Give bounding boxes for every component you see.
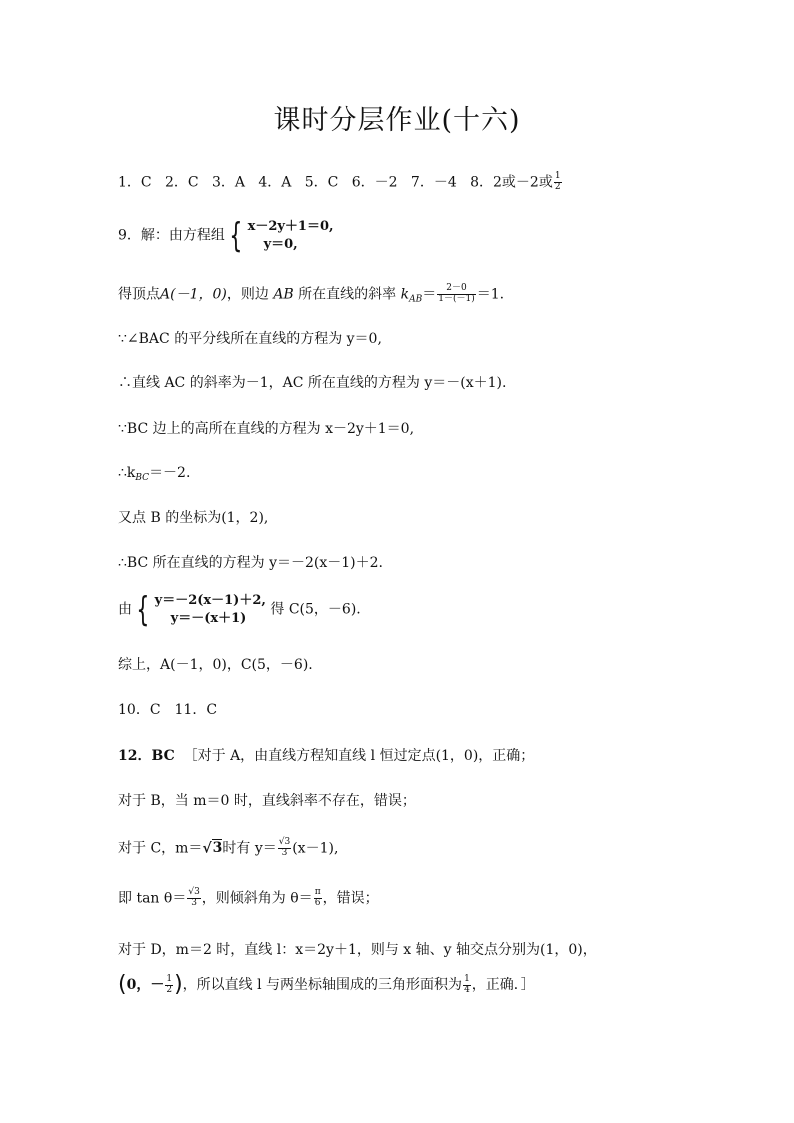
q9-line-5: $\therefore k_{BC}=-2$. bbox=[118, 465, 191, 483]
answer-8: 8．2或－2或 bbox=[470, 174, 553, 191]
q12-line-3: 对于 C，m＝√3时有 y＝ $\frac{√3}{3}$ (x－1), bbox=[118, 837, 339, 858]
q12-line-6: (0，－ $\frac{1}{2}$ )，所以直线 l 与两坐标轴围成的三角形面积为 $\frac{1}{4}$ ，正确．］ bbox=[118, 972, 535, 997]
sqrt-3: √3 bbox=[202, 840, 223, 857]
answer-1: 1．C bbox=[118, 174, 152, 191]
answer-3: 3．A bbox=[211, 174, 245, 191]
answer-7: 7．－4 bbox=[410, 174, 457, 191]
q9-line-6: 又点 B 的坐标为(1，2), bbox=[118, 510, 269, 526]
q12-line-5: 对于 D，m＝2 时，直线 l：x＝2y＋1，则与 x 轴、y 轴交点分别为(1，0)， bbox=[118, 942, 597, 958]
q9-line-2: ∵∠BAC 的平分线所在直线的方程为 y＝0, bbox=[118, 331, 382, 347]
q9-line-4: ∵BC 边上的高所在直线的方程为 x－2y＋1＝0, bbox=[118, 421, 415, 437]
answer-6: 6．－2 bbox=[351, 174, 398, 191]
q12-line-1: 12．BC ［对于 A，由直线方程知直线 l 恒过定点(1，0)，正确； bbox=[118, 748, 535, 764]
q12-line-4: 即 tan θ＝ $\frac{√3}{3}$ ，则倾斜角为 θ＝ $\frac{\pi}{6}$ ，错误； bbox=[118, 887, 379, 908]
q9-line-8: 由 { y＝－2(x－1)＋2, y＝－(x＋1) 得 C(5，－6). bbox=[118, 589, 361, 630]
q9-eq1: x－2y＋1＝0, bbox=[247, 219, 334, 234]
answer-5: 5．C bbox=[304, 174, 339, 191]
q9-line-9: 综上，A(－1，0)，C(5，－6). bbox=[118, 657, 313, 673]
q9-line-3: ∴直线 AC 的斜率为－1，AC 所在直线的方程为 y＝－(x＋1). bbox=[118, 375, 507, 391]
q9-header bbox=[118, 215, 334, 256]
answer-8-fraction: $\frac{1}{2}$ bbox=[554, 171, 561, 192]
page-title: 课时分层作业(十六) bbox=[273, 105, 521, 136]
q12-head: 12．BC bbox=[118, 748, 175, 764]
q12-line-2: 对于 B，当 m＝0 时，直线斜率不存在，错误； bbox=[118, 793, 416, 809]
q9-label: 9．解：由方程组 bbox=[118, 227, 225, 244]
answers-1-8 bbox=[118, 172, 563, 193]
q9-system-2: { y＝－2(x－1)＋2, y＝－(x＋1) bbox=[136, 589, 266, 630]
q9-line-7: ∴BC 所在直线的方程为 y＝－2(x－1)＋2. bbox=[118, 555, 383, 571]
q9-system: { x－2y＋1＝0, y＝0, bbox=[229, 215, 334, 256]
q9-line-1: 得顶点A(－1，0)，则边 AB 所在直线的斜率 $k_{AB}=$ $\frac{2-0}{1-(-1)}$ ＝1. bbox=[118, 283, 505, 305]
slope-ab-fraction: $\frac{2-0}{1-(-1)}$ bbox=[438, 283, 475, 304]
answers-10-11: 10．C 11．C bbox=[118, 702, 218, 718]
answer-4: 4．A bbox=[258, 174, 292, 191]
answer-2: 2．C bbox=[164, 174, 199, 191]
q9-eq2: y＝0, bbox=[263, 236, 298, 252]
